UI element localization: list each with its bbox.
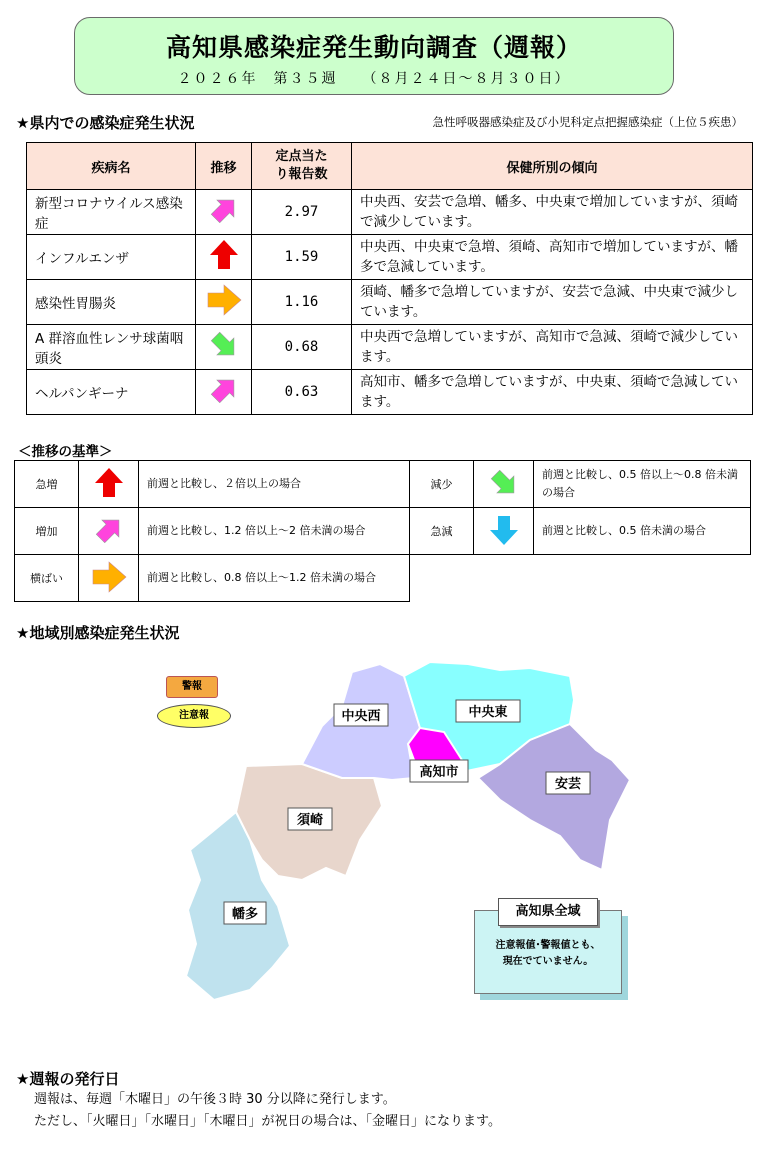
decrease-arrow-icon (487, 467, 521, 499)
svg-text:幡多: 幡多 (231, 907, 259, 922)
disease-name: 感染性胃腸炎 (27, 280, 196, 325)
flat-arrow-icon (89, 561, 129, 593)
report-value: 1.59 (252, 235, 352, 280)
report-value: 1.16 (252, 280, 352, 325)
region-trend: 高知市、幡多で急増していますが、中央東、須崎で急減しています。 (352, 370, 753, 415)
table-row (27, 190, 753, 235)
report-value: 2.97 (252, 190, 352, 235)
disease-table (26, 142, 753, 415)
report-value: 0.63 (252, 370, 352, 415)
table-row (27, 235, 753, 280)
header-region: 保健所別の傾向 (352, 143, 753, 190)
alert-badge: 警報 (166, 676, 218, 698)
legend-desc-increase: 前週と比較し、1.2 倍以上～2 倍未満の場合 (139, 508, 410, 555)
legend-row (15, 555, 751, 602)
svg-text:中央西: 中央西 (341, 709, 381, 724)
header-count: 定点当たり報告数 (252, 143, 352, 190)
legend-desc-plunge: 前週と比較し、0.5 倍未満の場合 (534, 508, 751, 555)
disease-name: ヘルパンギーナ (27, 370, 196, 415)
legend-title: ＜推移の基準＞ (18, 444, 113, 460)
section-note: 急性呼吸器感染症及び小児科定点把握感染症（上位５疾患） (432, 115, 743, 129)
prefecture-status-text (478, 938, 618, 970)
surge-arrow-icon (207, 239, 241, 271)
flat-arrow-icon (204, 284, 244, 316)
label-chuo-higashi (456, 700, 520, 722)
plunge-arrow-icon (487, 514, 521, 546)
prefecture-status-line1: 注意報値･警報値とも、 (495, 940, 601, 951)
trend-cell (196, 280, 252, 325)
svg-text:須崎: 須崎 (296, 813, 324, 828)
issue-title: ★週報の発行日 (16, 1070, 120, 1088)
legend-label-increase: 増加 (15, 508, 79, 555)
legend-desc-flat: 前週と比較し、0.8 倍以上～1.2 倍未満の場合 (139, 555, 410, 602)
legend-icon-cell (79, 461, 139, 508)
trend-cell (196, 235, 252, 280)
legend-icon-cell (474, 461, 534, 508)
legend-icon-cell (79, 555, 139, 602)
svg-text:中央東: 中央東 (468, 705, 508, 720)
trend-cell (196, 190, 252, 235)
svg-text:高知市: 高知市 (419, 765, 459, 780)
caution-badge: 注意報 (157, 704, 231, 728)
page-title: 高知県感染症発生動向調査（週報） (165, 33, 582, 62)
table-row (27, 325, 753, 370)
header-disease: 疾病名 (27, 143, 196, 190)
legend-desc-surge: 前週と比較し、２倍以上の場合 (139, 461, 410, 508)
header-trend: 推移 (196, 143, 252, 190)
region-trend: 中央西で急増していますが、高知市で急減、須崎で減少しています。 (352, 325, 753, 370)
legend-label-surge: 急増 (15, 461, 79, 508)
legend-label-plunge: 急減 (410, 508, 474, 555)
disease-name: 新型コロナウイルス感染症 (27, 190, 196, 235)
header-banner (74, 17, 674, 95)
legend-icon-cell (79, 508, 139, 555)
legend-label-flat: 横ばい (15, 555, 79, 602)
issue-line1: 週報は、毎週「木曜日」の午後３時 30 分以降に発行します。 (34, 1092, 396, 1107)
legend-icon-cell (474, 508, 534, 555)
trend-legend (14, 460, 751, 602)
legend-desc-decrease: 前週と比較し、0.5 倍以上～0.8 倍未満の場合 (534, 461, 751, 508)
region-trend: 中央西、中央東で急増、須崎、高知市で増加していますが、幡多で急減しています。 (352, 235, 753, 280)
region-trend: 須崎、幡多で急増していますが、安芸で急減、中央東で減少しています。 (352, 280, 753, 325)
legend-empty (410, 555, 751, 602)
label-hata (224, 902, 266, 924)
region-trend: 中央西、安芸で急増、幡多、中央東で増加していますが、須崎で減少しています。 (352, 190, 753, 235)
section-title-prefecture: ★県内での感染症発生状況 (16, 114, 195, 132)
label-chuo-nishi (334, 704, 388, 726)
table-row (27, 280, 753, 325)
legend-label-decrease: 減少 (410, 461, 474, 508)
disease-name: インフルエンザ (27, 235, 196, 280)
svg-text:安芸: 安芸 (554, 777, 582, 792)
disease-name: A 群溶血性レンサ球菌咽頭炎 (27, 325, 196, 370)
issue-line2: ただし、「火曜日」「水曜日」「木曜日」が祝日の場合は、「金曜日」になります。 (34, 1114, 501, 1129)
increase-arrow-icon (207, 374, 241, 406)
kochi-region-map (0, 640, 777, 1060)
surge-arrow-icon (92, 467, 126, 499)
label-susaki (288, 808, 332, 830)
trend-cell (196, 370, 252, 415)
report-value: 0.68 (252, 325, 352, 370)
legend-row (15, 508, 751, 555)
trend-cell (196, 325, 252, 370)
report-period: ２０２６年 第３５週 （８月２４日～８月３０日） (177, 71, 571, 87)
increase-arrow-icon (207, 194, 241, 226)
legend-row (15, 461, 751, 508)
prefecture-status-title: 高知県全域 (498, 898, 598, 926)
increase-arrow-icon (92, 514, 126, 546)
prefecture-status-line2: 現在でていません。 (502, 956, 594, 967)
table-row (27, 370, 753, 415)
table-header-row (27, 143, 753, 190)
label-aki (546, 772, 590, 794)
label-kochi-city (410, 760, 468, 782)
section-title-region: ★地域別感染症発生状況 (16, 624, 180, 642)
decrease-arrow-icon (207, 329, 241, 361)
